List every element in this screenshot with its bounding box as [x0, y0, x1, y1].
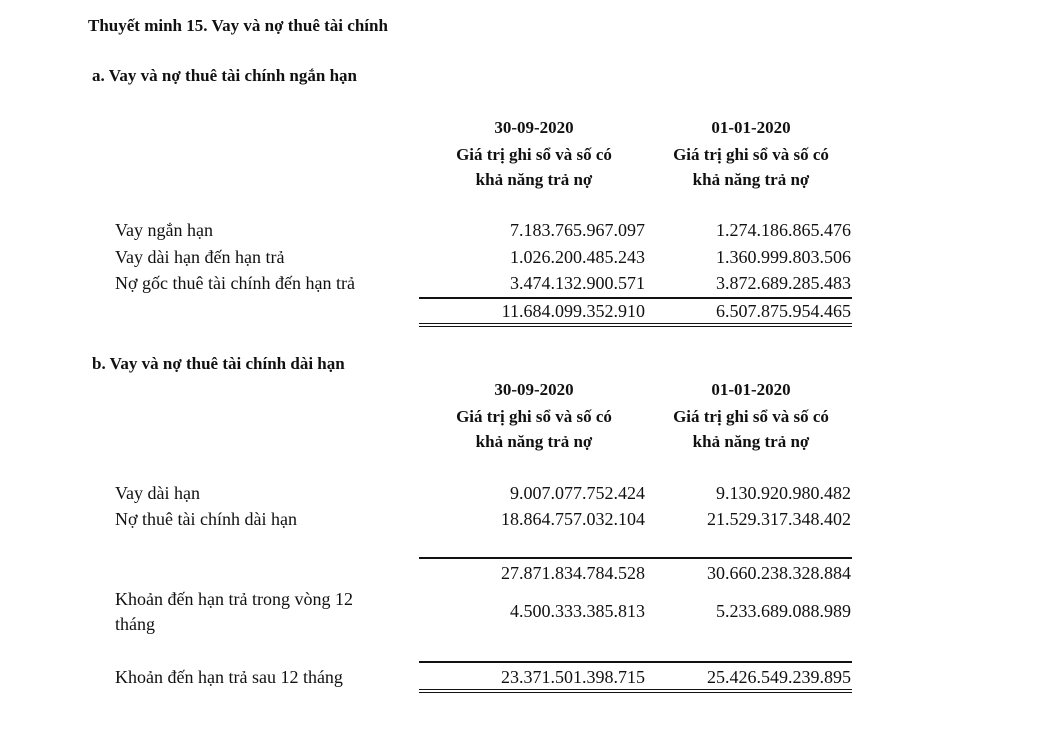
section-b-col1-sub2: khả năng trả nợ [475, 432, 593, 451]
section-a-total-v2: 6.507.875.954.465 [716, 301, 851, 321]
section-b-after12-v2: 25.426.549.239.895 [707, 667, 851, 687]
section-a-total-double-rule-1 [419, 323, 852, 324]
section-b-row1-v1: 9.007.077.752.424 [510, 483, 645, 503]
section-b-row1-v2: 9.130.920.980.482 [716, 483, 851, 503]
section-b-subtotal-v1: 27.871.834.784.528 [501, 563, 645, 583]
section-a-heading: a. Vay và nợ thuê tài chính ngắn hạn [92, 66, 357, 85]
section-b-col2-date: 01-01-2020 [711, 380, 791, 399]
section-b-after12-label: Khoản đến hạn trả sau 12 tháng [115, 667, 343, 687]
section-a-row1-label: Vay ngắn hạn [115, 220, 213, 240]
section-b-within12-label-line1: Khoản đến hạn trả trong vòng 12 [115, 589, 353, 609]
section-b-subtotal-v2: 30.660.238.328.884 [707, 563, 851, 583]
section-a-row3-label: Nợ gốc thuê tài chính đến hạn trả [115, 273, 355, 293]
section-b-after12-double-rule-1 [419, 689, 852, 690]
section-b-col2-sub2: khả năng trả nợ [692, 432, 810, 451]
section-a-row2-v2: 1.360.999.803.506 [716, 247, 851, 267]
section-b-within12-v1: 4.500.333.385.813 [510, 601, 645, 621]
section-b-col1-date: 30-09-2020 [494, 380, 574, 399]
section-b-row2-v1: 18.864.757.032.104 [501, 509, 645, 529]
section-a-col1-sub1: Giá trị ghi sổ và số có [456, 145, 612, 164]
section-b-within12-v2: 5.233.689.088.989 [716, 601, 851, 621]
section-a-row2-label: Vay dài hạn đến hạn trả [115, 247, 285, 267]
section-a-row3-v2: 3.872.689.285.483 [716, 273, 851, 293]
section-b-after12-double-rule-2 [419, 692, 852, 693]
section-b-col2-sub1: Giá trị ghi sổ và số có [673, 407, 829, 426]
section-b-row1-label: Vay dài hạn [115, 483, 200, 503]
section-a-total-v1: 11.684.099.352.910 [501, 301, 645, 321]
section-a-col1-sub2: khả năng trả nợ [475, 170, 593, 189]
section-a-col1-date: 30-09-2020 [494, 118, 574, 137]
section-a-total-double-rule-2 [419, 326, 852, 327]
section-b-row2-label: Nợ thuê tài chính dài hạn [115, 509, 297, 529]
section-a-row1-v1: 7.183.765.967.097 [510, 220, 645, 240]
section-a-row3-v1: 3.474.132.900.571 [510, 273, 645, 293]
section-b-after12-v1: 23.371.501.398.715 [501, 667, 645, 687]
section-b-heading: b. Vay và nợ thuê tài chính dài hạn [92, 354, 345, 373]
section-a-col2-date: 01-01-2020 [711, 118, 791, 137]
section-b-col1-sub1: Giá trị ghi sổ và số có [456, 407, 612, 426]
page-title: Thuyết minh 15. Vay và nợ thuê tài chính [88, 16, 388, 35]
section-a-col2-sub2: khả năng trả nợ [692, 170, 810, 189]
section-b-after12-top-rule [419, 661, 852, 663]
section-a-col2-sub1: Giá trị ghi sổ và số có [673, 145, 829, 164]
section-b-row2-v2: 21.529.317.348.402 [707, 509, 851, 529]
section-b-subtotal-rule [419, 557, 852, 559]
section-a-row2-v1: 1.026.200.485.243 [510, 247, 645, 267]
section-a-total-top-rule [419, 297, 852, 299]
section-a-row1-v2: 1.274.186.865.476 [716, 220, 851, 240]
section-b-within12-label-line2: tháng [115, 614, 155, 634]
